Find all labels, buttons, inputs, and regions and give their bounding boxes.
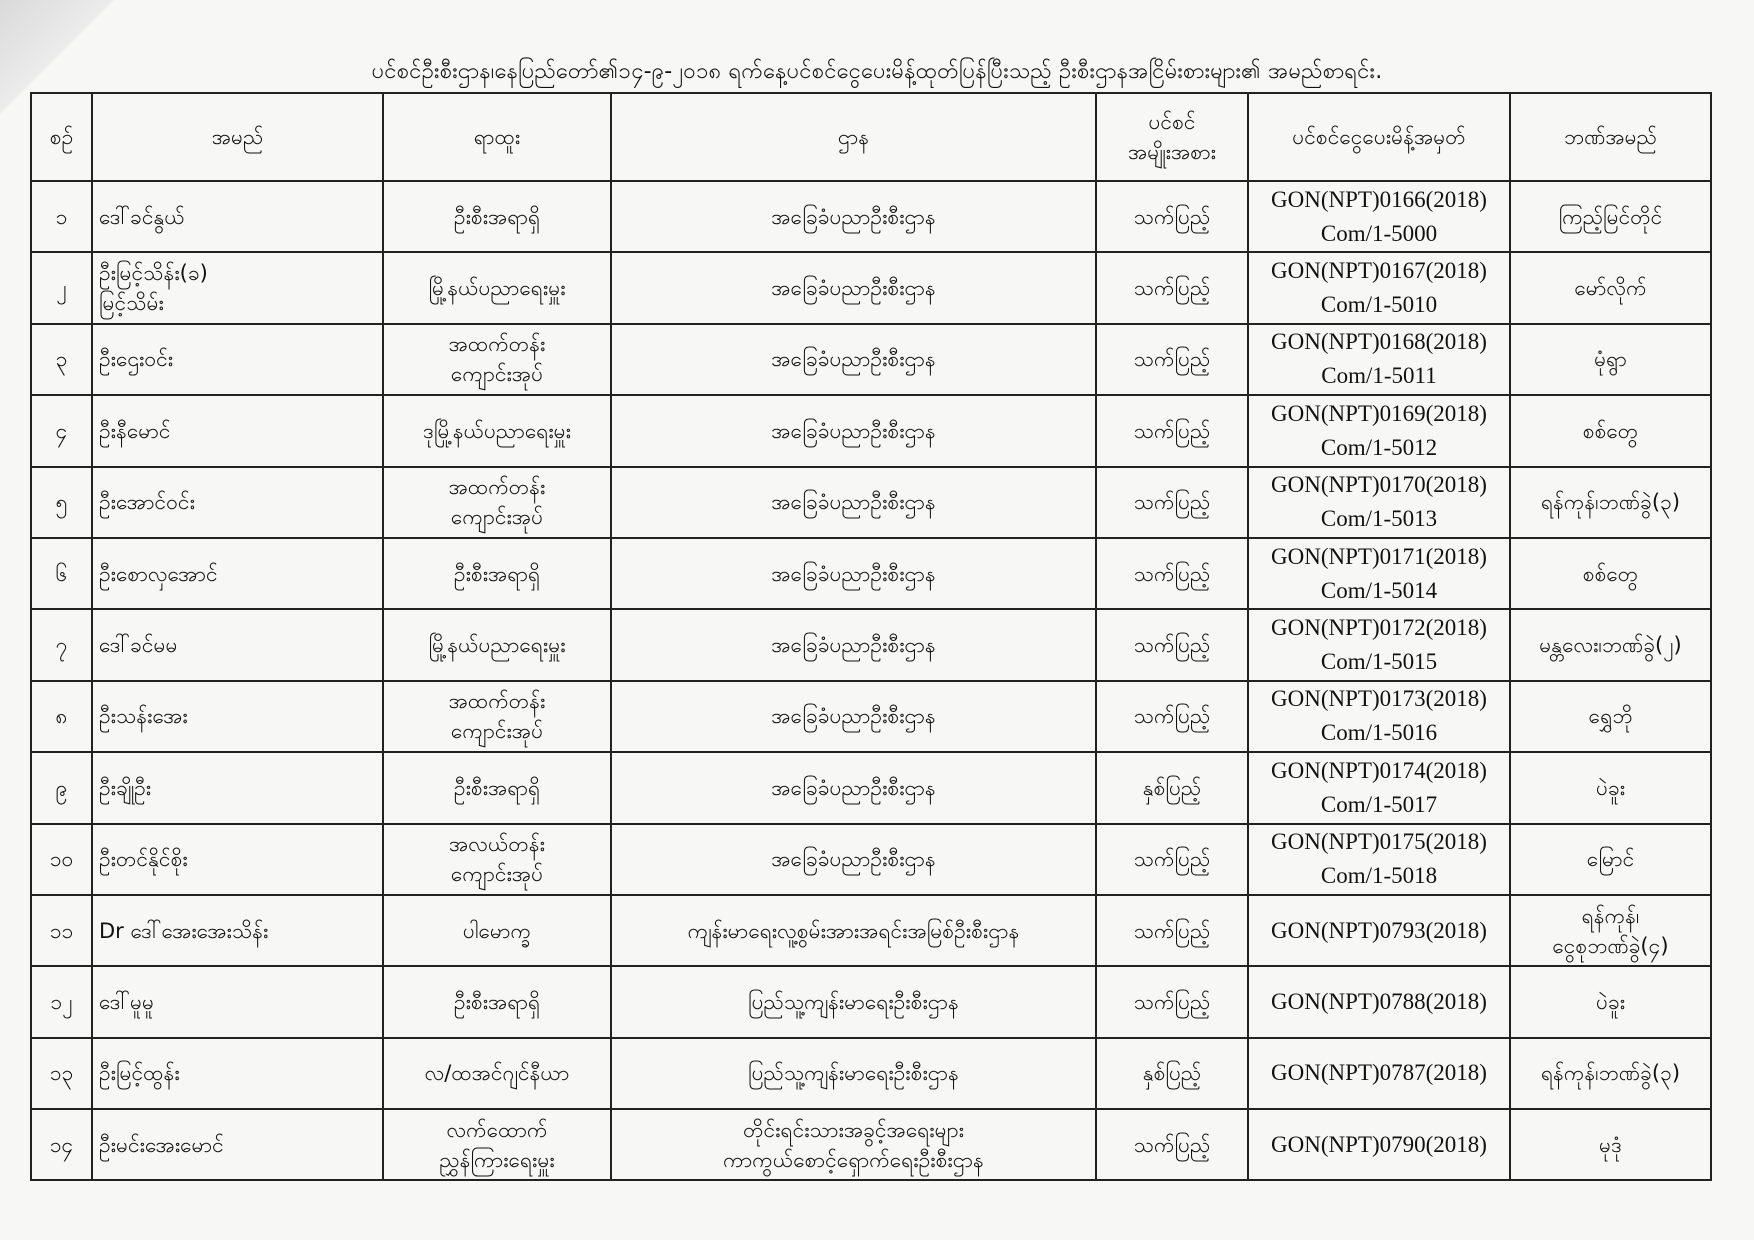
cell-order-number-text: Com/1-5018	[1320, 863, 1438, 889]
cell-order-number	[1248, 895, 1510, 966]
cell-name-text: ဦးနီမောင်	[99, 418, 171, 443]
cell-order-number-text: GON(NPT)0175(2018)	[1271, 829, 1487, 855]
header-pension-type	[1096, 93, 1248, 181]
cell-department	[611, 324, 1096, 395]
cell-department-text: ပြည်သူ့ကျန်းမာရေးဦးစီးဌာန	[748, 989, 959, 1014]
cell-rank	[383, 538, 611, 609]
cell-order-number	[1248, 467, 1510, 538]
cell-department	[611, 824, 1096, 895]
cell-no	[31, 252, 92, 323]
cell-rank-text: အထက်တန်း	[448, 332, 546, 357]
cell-name	[92, 181, 383, 252]
cell-rank-text: ဒုမြို့နယ်ပညာရေးမှူး	[422, 418, 571, 443]
cell-no-text: ၁၀	[49, 847, 74, 872]
cell-no	[31, 181, 92, 252]
cell-order-number	[1248, 324, 1510, 395]
cell-no-text: ၁၁	[49, 918, 74, 943]
cell-no	[31, 1109, 92, 1180]
table-row	[31, 395, 1711, 466]
cell-rank-text: ကျောင်းအုပ်	[450, 362, 544, 387]
cell-bank	[1510, 467, 1711, 538]
cell-pension-type	[1096, 824, 1248, 895]
cell-no	[31, 538, 92, 609]
cell-bank	[1510, 824, 1711, 895]
cell-order-number-text: GON(NPT)0167(2018)	[1271, 258, 1487, 284]
cell-pension-type-text: သက်ပြည့်	[1133, 704, 1211, 729]
cell-name	[92, 1109, 383, 1180]
cell-order-number-text: GON(NPT)0169(2018)	[1271, 400, 1487, 426]
cell-bank-text: ရန်ကုန်၊ဘဏ်ခွဲ(၃)	[1540, 1061, 1681, 1086]
cell-order-number	[1248, 181, 1510, 252]
cell-name-text: မြင့်သိမ်း	[99, 291, 164, 316]
cell-rank-text: ဦးစီးအရာရှိ	[453, 989, 541, 1014]
table-row	[31, 181, 1711, 252]
cell-pension-type-text: သက်ပြည့်	[1133, 490, 1211, 515]
table-row	[31, 681, 1711, 752]
cell-rank-text: လ/ထအင်ဂျင်နီယာ	[424, 1061, 570, 1086]
cell-no	[31, 752, 92, 823]
cell-rank-text: အလယ်တန်း	[449, 832, 545, 857]
cell-order-number-text: Com/1-5015	[1320, 649, 1438, 675]
cell-name	[92, 966, 383, 1037]
cell-name-text: ဦးသန်းအေး	[99, 704, 188, 729]
cell-name	[92, 752, 383, 823]
cell-rank	[383, 681, 611, 752]
cell-bank	[1510, 681, 1711, 752]
cell-pension-type-text: သက်ပြည့်	[1133, 204, 1211, 229]
cell-order-number-text: GON(NPT)0790(2018)	[1271, 1131, 1487, 1157]
cell-name	[92, 538, 383, 609]
cell-no	[31, 609, 92, 680]
cell-bank	[1510, 609, 1711, 680]
cell-no	[31, 895, 92, 966]
cell-name-text: ဦးတင်နိုင်စိုး	[99, 847, 188, 872]
cell-order-number-text: Com/1-5012	[1320, 434, 1438, 460]
header-department: ဌာန	[611, 93, 1096, 181]
table-row	[31, 324, 1711, 395]
cell-bank-text: ရန်ကုန်၊	[1581, 903, 1640, 928]
cell-pension-type-text: သက်ပြည့်	[1133, 561, 1211, 586]
cell-name-text: ဦးမြင့်သိန်း(ခ)	[99, 261, 208, 286]
cell-order-number	[1248, 538, 1510, 609]
cell-name	[92, 1038, 383, 1109]
cell-rank-text: ဦးစီးအရာရှိ	[453, 775, 541, 800]
cell-name-text: ဒေါ်ခင်မမ	[99, 633, 178, 658]
cell-order-number-text: GON(NPT)0171(2018)	[1271, 543, 1487, 569]
cell-order-number-text: Com/1-5017	[1320, 791, 1438, 817]
table-body	[31, 181, 1711, 1180]
cell-name-text: ဦးမင်းအေးမောင်	[99, 1132, 224, 1157]
cell-rank	[383, 1038, 611, 1109]
cell-bank	[1510, 966, 1711, 1037]
cell-name-text: ဦးအောင်ဝင်း	[99, 490, 195, 515]
cell-name	[92, 467, 383, 538]
cell-bank-text: ငွေစုဘဏ်ခွဲ(၄)	[1552, 933, 1669, 958]
cell-no	[31, 966, 92, 1037]
cell-rank-text: ကျောင်းအုပ်	[450, 719, 544, 744]
cell-bank-text: ပဲခူး	[1595, 775, 1626, 800]
cell-department-text: ကျန်းမာရေးလူ့စွမ်းအားအရင်းအမြစ်ဦးစီးဌာန	[687, 918, 1020, 943]
pension-list-table	[30, 92, 1712, 1181]
cell-pension-type-text: သက်ပြည့်	[1133, 918, 1211, 943]
cell-bank	[1510, 1109, 1711, 1180]
cell-pension-type-text: သက်ပြည့်	[1133, 989, 1211, 1014]
cell-department-text: အခြေခံပညာဦးစီးဌာန	[771, 204, 936, 229]
cell-rank-text: မြို့နယ်ပညာရေးမှူး	[428, 276, 566, 301]
cell-rank-text: ကျောင်းအုပ်	[450, 862, 544, 887]
header-pension-type-line1: ပင်စင်	[1148, 110, 1196, 134]
cell-bank-text: မုဒုံ	[1599, 1132, 1622, 1157]
cell-order-number-text: GON(NPT)0166(2018)	[1271, 186, 1487, 212]
cell-department	[611, 252, 1096, 323]
cell-department-text: အခြေခံပညာဦးစီးဌာန	[771, 276, 936, 301]
cell-name-text: ဦးချိုဦး	[99, 775, 152, 800]
cell-bank-text: ပဲခူး	[1595, 989, 1626, 1014]
cell-pension-type	[1096, 1038, 1248, 1109]
cell-pension-type	[1096, 1109, 1248, 1180]
cell-pension-type-text: သက်ပြည့်	[1133, 1132, 1211, 1157]
cell-rank	[383, 252, 611, 323]
cell-order-number	[1248, 966, 1510, 1037]
table-row	[31, 824, 1711, 895]
cell-pension-type	[1096, 895, 1248, 966]
cell-pension-type	[1096, 181, 1248, 252]
cell-rank	[383, 1109, 611, 1180]
cell-no	[31, 824, 92, 895]
cell-order-number	[1248, 252, 1510, 323]
table-row	[31, 895, 1711, 966]
cell-name	[92, 395, 383, 466]
cell-rank	[383, 609, 611, 680]
header-name: အမည်	[92, 93, 383, 181]
cell-order-number-text: Com/1-5000	[1320, 220, 1438, 246]
cell-name	[92, 895, 383, 966]
cell-pension-type-text: သက်ပြည့်	[1133, 633, 1211, 658]
cell-order-number-text: GON(NPT)0168(2018)	[1271, 329, 1487, 355]
cell-order-number	[1248, 609, 1510, 680]
cell-order-number-text: GON(NPT)0173(2018)	[1271, 686, 1487, 712]
cell-pension-type-text: သက်ပြည့်	[1133, 276, 1211, 301]
cell-rank-text: ဦးစီးအရာရှိ	[453, 204, 541, 229]
cell-order-number-text: GON(NPT)0788(2018)	[1271, 988, 1487, 1014]
cell-order-number-text: GON(NPT)0172(2018)	[1271, 615, 1487, 641]
cell-rank	[383, 824, 611, 895]
header-order-number: ပင်စင်ငွေပေးမိန့်အမှတ်	[1248, 93, 1510, 181]
cell-bank-text: ကြည့်မြင်တိုင်	[1558, 204, 1663, 229]
cell-rank	[383, 895, 611, 966]
cell-no	[31, 1038, 92, 1109]
table-row	[31, 1038, 1711, 1109]
cell-pension-type	[1096, 966, 1248, 1037]
cell-no-text: ၆	[55, 561, 68, 586]
document-title: ပင်စင်ဦးစီးဌာန၊နေပြည်တော်၏၁၄-၉-၂၀၁၈ ရက်နေ့ပင်စင်ငွေပေးမိန့်ထုတ်ပြန်ပြီးသည့် ဦးစီးဌာနအငြိမ်းစားများ၏ အမည်စာရင်း.	[371, 59, 1383, 84]
cell-department	[611, 395, 1096, 466]
cell-no	[31, 467, 92, 538]
cell-rank	[383, 966, 611, 1037]
cell-order-number-text: GON(NPT)0787(2018)	[1271, 1060, 1487, 1086]
table-row	[31, 467, 1711, 538]
table-header-row	[31, 93, 1711, 181]
cell-rank-text: ကျောင်းအုပ်	[450, 505, 544, 530]
table-row	[31, 252, 1711, 323]
cell-name	[92, 609, 383, 680]
table-row	[31, 609, 1711, 680]
cell-no	[31, 324, 92, 395]
cell-rank	[383, 752, 611, 823]
cell-name-text: ဒေါ်မူမူ	[99, 989, 155, 1014]
cell-rank	[383, 324, 611, 395]
cell-department-text: အခြေခံပညာဦးစီးဌာန	[771, 847, 936, 872]
cell-pension-type	[1096, 324, 1248, 395]
cell-pension-type	[1096, 538, 1248, 609]
cell-no-text: ၂	[56, 276, 67, 301]
cell-bank	[1510, 252, 1711, 323]
cell-order-number-text: Com/1-5014	[1320, 577, 1438, 603]
cell-name	[92, 324, 383, 395]
cell-name-text: ဦးဌေးဝင်း	[99, 347, 174, 372]
cell-bank	[1510, 538, 1711, 609]
cell-department-text: ကာကွယ်စောင့်ရှောက်ရေးဦးစီးဌာန	[723, 1147, 984, 1172]
cell-order-number-text: Com/1-5011	[1321, 363, 1437, 389]
cell-department-text: အခြေခံပညာဦးစီးဌာန	[771, 561, 936, 586]
cell-order-number-text: GON(NPT)0793(2018)	[1271, 917, 1487, 943]
cell-department-text: အခြေခံပညာဦးစီးဌာန	[771, 347, 936, 372]
cell-bank-text: မော်လိုက်	[1574, 276, 1647, 301]
table-row	[31, 752, 1711, 823]
cell-order-number	[1248, 395, 1510, 466]
cell-order-number	[1248, 1038, 1510, 1109]
cell-department-text: အခြေခံပညာဦးစီးဌာန	[771, 704, 936, 729]
cell-department	[611, 966, 1096, 1037]
cell-department	[611, 1109, 1096, 1180]
cell-department	[611, 181, 1096, 252]
table-row	[31, 538, 1711, 609]
cell-name-text: ဦးစောလှအောင်	[99, 561, 218, 586]
cell-pension-type-text: နှစ်ပြည့်	[1142, 775, 1202, 800]
cell-order-number	[1248, 1109, 1510, 1180]
cell-department-text: ပြည်သူ့ကျန်းမာရေးဦးစီးဌာန	[748, 1061, 959, 1086]
header-pension-type-line2: အမျိုးအစား	[1128, 140, 1216, 164]
cell-order-number-text: GON(NPT)0170(2018)	[1271, 472, 1487, 498]
cell-bank-text: မန္တလေး၊ဘဏ်ခွဲ(၂)	[1539, 633, 1682, 658]
cell-bank	[1510, 324, 1711, 395]
cell-no	[31, 681, 92, 752]
cell-bank	[1510, 895, 1711, 966]
cell-name-text: Dr ဒေါ်အေးအေးသိန်း	[99, 918, 269, 943]
cell-bank	[1510, 181, 1711, 252]
cell-rank	[383, 467, 611, 538]
cell-department	[611, 681, 1096, 752]
cell-pension-type-text: သက်ပြည့်	[1133, 847, 1211, 872]
cell-department	[611, 467, 1096, 538]
cell-bank	[1510, 395, 1711, 466]
cell-department-text: အခြေခံပညာဦးစီးဌာန	[771, 490, 936, 515]
cell-department-text: တိုင်းရင်းသားအခွင့်အရေးများ	[743, 1117, 964, 1142]
cell-rank-text: ညွှန်ကြားရေးမှူး	[439, 1147, 555, 1172]
table-row	[31, 1109, 1711, 1180]
cell-department	[611, 1038, 1096, 1109]
cell-no-text: ၁၃	[49, 1061, 74, 1086]
cell-no-text: ၈	[55, 704, 68, 729]
cell-department-text: အခြေခံပညာဦးစီးဌာန	[771, 418, 936, 443]
cell-order-number-text: GON(NPT)0174(2018)	[1271, 757, 1487, 783]
cell-department	[611, 609, 1096, 680]
cell-no-text: ၃	[55, 347, 68, 372]
cell-pension-type	[1096, 752, 1248, 823]
cell-name	[92, 824, 383, 895]
cell-bank	[1510, 752, 1711, 823]
cell-pension-type-text: နှစ်ပြည့်	[1142, 1061, 1202, 1086]
cell-department-text: အခြေခံပညာဦးစီးဌာန	[771, 633, 936, 658]
cell-no	[31, 395, 92, 466]
cell-bank-text: စစ်တွေ	[1582, 418, 1639, 443]
cell-name	[92, 252, 383, 323]
cell-pension-type	[1096, 681, 1248, 752]
cell-pension-type	[1096, 467, 1248, 538]
cell-bank-text: မြောင်	[1586, 847, 1635, 872]
cell-order-number-text: Com/1-5010	[1320, 292, 1438, 318]
cell-no-text: ၇	[55, 633, 68, 658]
table-row	[31, 966, 1711, 1037]
cell-bank-text: စစ်တွေ	[1582, 561, 1639, 586]
cell-pension-type	[1096, 609, 1248, 680]
cell-rank-text: ပါမောက္ခ	[462, 918, 532, 943]
cell-no-text: ၁	[55, 204, 68, 229]
cell-rank-text: လက်ထောက်	[446, 1117, 548, 1142]
header-no: စဉ်	[31, 93, 92, 181]
cell-bank	[1510, 1038, 1711, 1109]
cell-order-number	[1248, 681, 1510, 752]
cell-name-text: ဒေါ်ခင်နွယ်	[99, 204, 185, 229]
cell-bank-text: ရန်ကုန်၊ဘဏ်ခွဲ(၃)	[1540, 490, 1681, 515]
cell-rank	[383, 181, 611, 252]
cell-department	[611, 538, 1096, 609]
cell-rank-text: အထက်တန်း	[448, 689, 546, 714]
header-bank: ဘဏ်အမည်	[1510, 93, 1711, 181]
cell-department-text: အခြေခံပညာဦးစီးဌာန	[771, 775, 936, 800]
cell-pension-type-text: သက်ပြည့်	[1133, 418, 1211, 443]
cell-bank-text: ရွှေဘို	[1588, 704, 1633, 729]
cell-bank-text: မုံရွာ	[1594, 347, 1627, 372]
cell-no-text: ၉	[55, 775, 68, 800]
cell-rank	[383, 395, 611, 466]
cell-order-number	[1248, 752, 1510, 823]
cell-no-text: ၁၄	[49, 1132, 74, 1157]
cell-pension-type	[1096, 252, 1248, 323]
cell-department	[611, 895, 1096, 966]
cell-rank-text: အထက်တန်း	[448, 475, 546, 500]
cell-order-number-text: Com/1-5016	[1320, 720, 1438, 746]
cell-department	[611, 752, 1096, 823]
cell-name-text: ဦးမြင့်ထွန်း	[99, 1061, 180, 1086]
cell-name	[92, 681, 383, 752]
cell-order-number	[1248, 824, 1510, 895]
cell-no-text: ၄	[55, 418, 68, 443]
header-rank: ရာထူး	[383, 93, 611, 181]
cell-no-text: ၅	[55, 490, 68, 515]
cell-rank-text: မြို့နယ်ပညာရေးမှူး	[428, 633, 566, 658]
cell-no-text: ၁၂	[50, 989, 73, 1014]
cell-pension-type	[1096, 395, 1248, 466]
cell-rank-text: ဦးစီးအရာရှိ	[453, 561, 541, 586]
cell-pension-type-text: သက်ပြည့်	[1133, 347, 1211, 372]
cell-order-number-text: Com/1-5013	[1320, 506, 1438, 532]
